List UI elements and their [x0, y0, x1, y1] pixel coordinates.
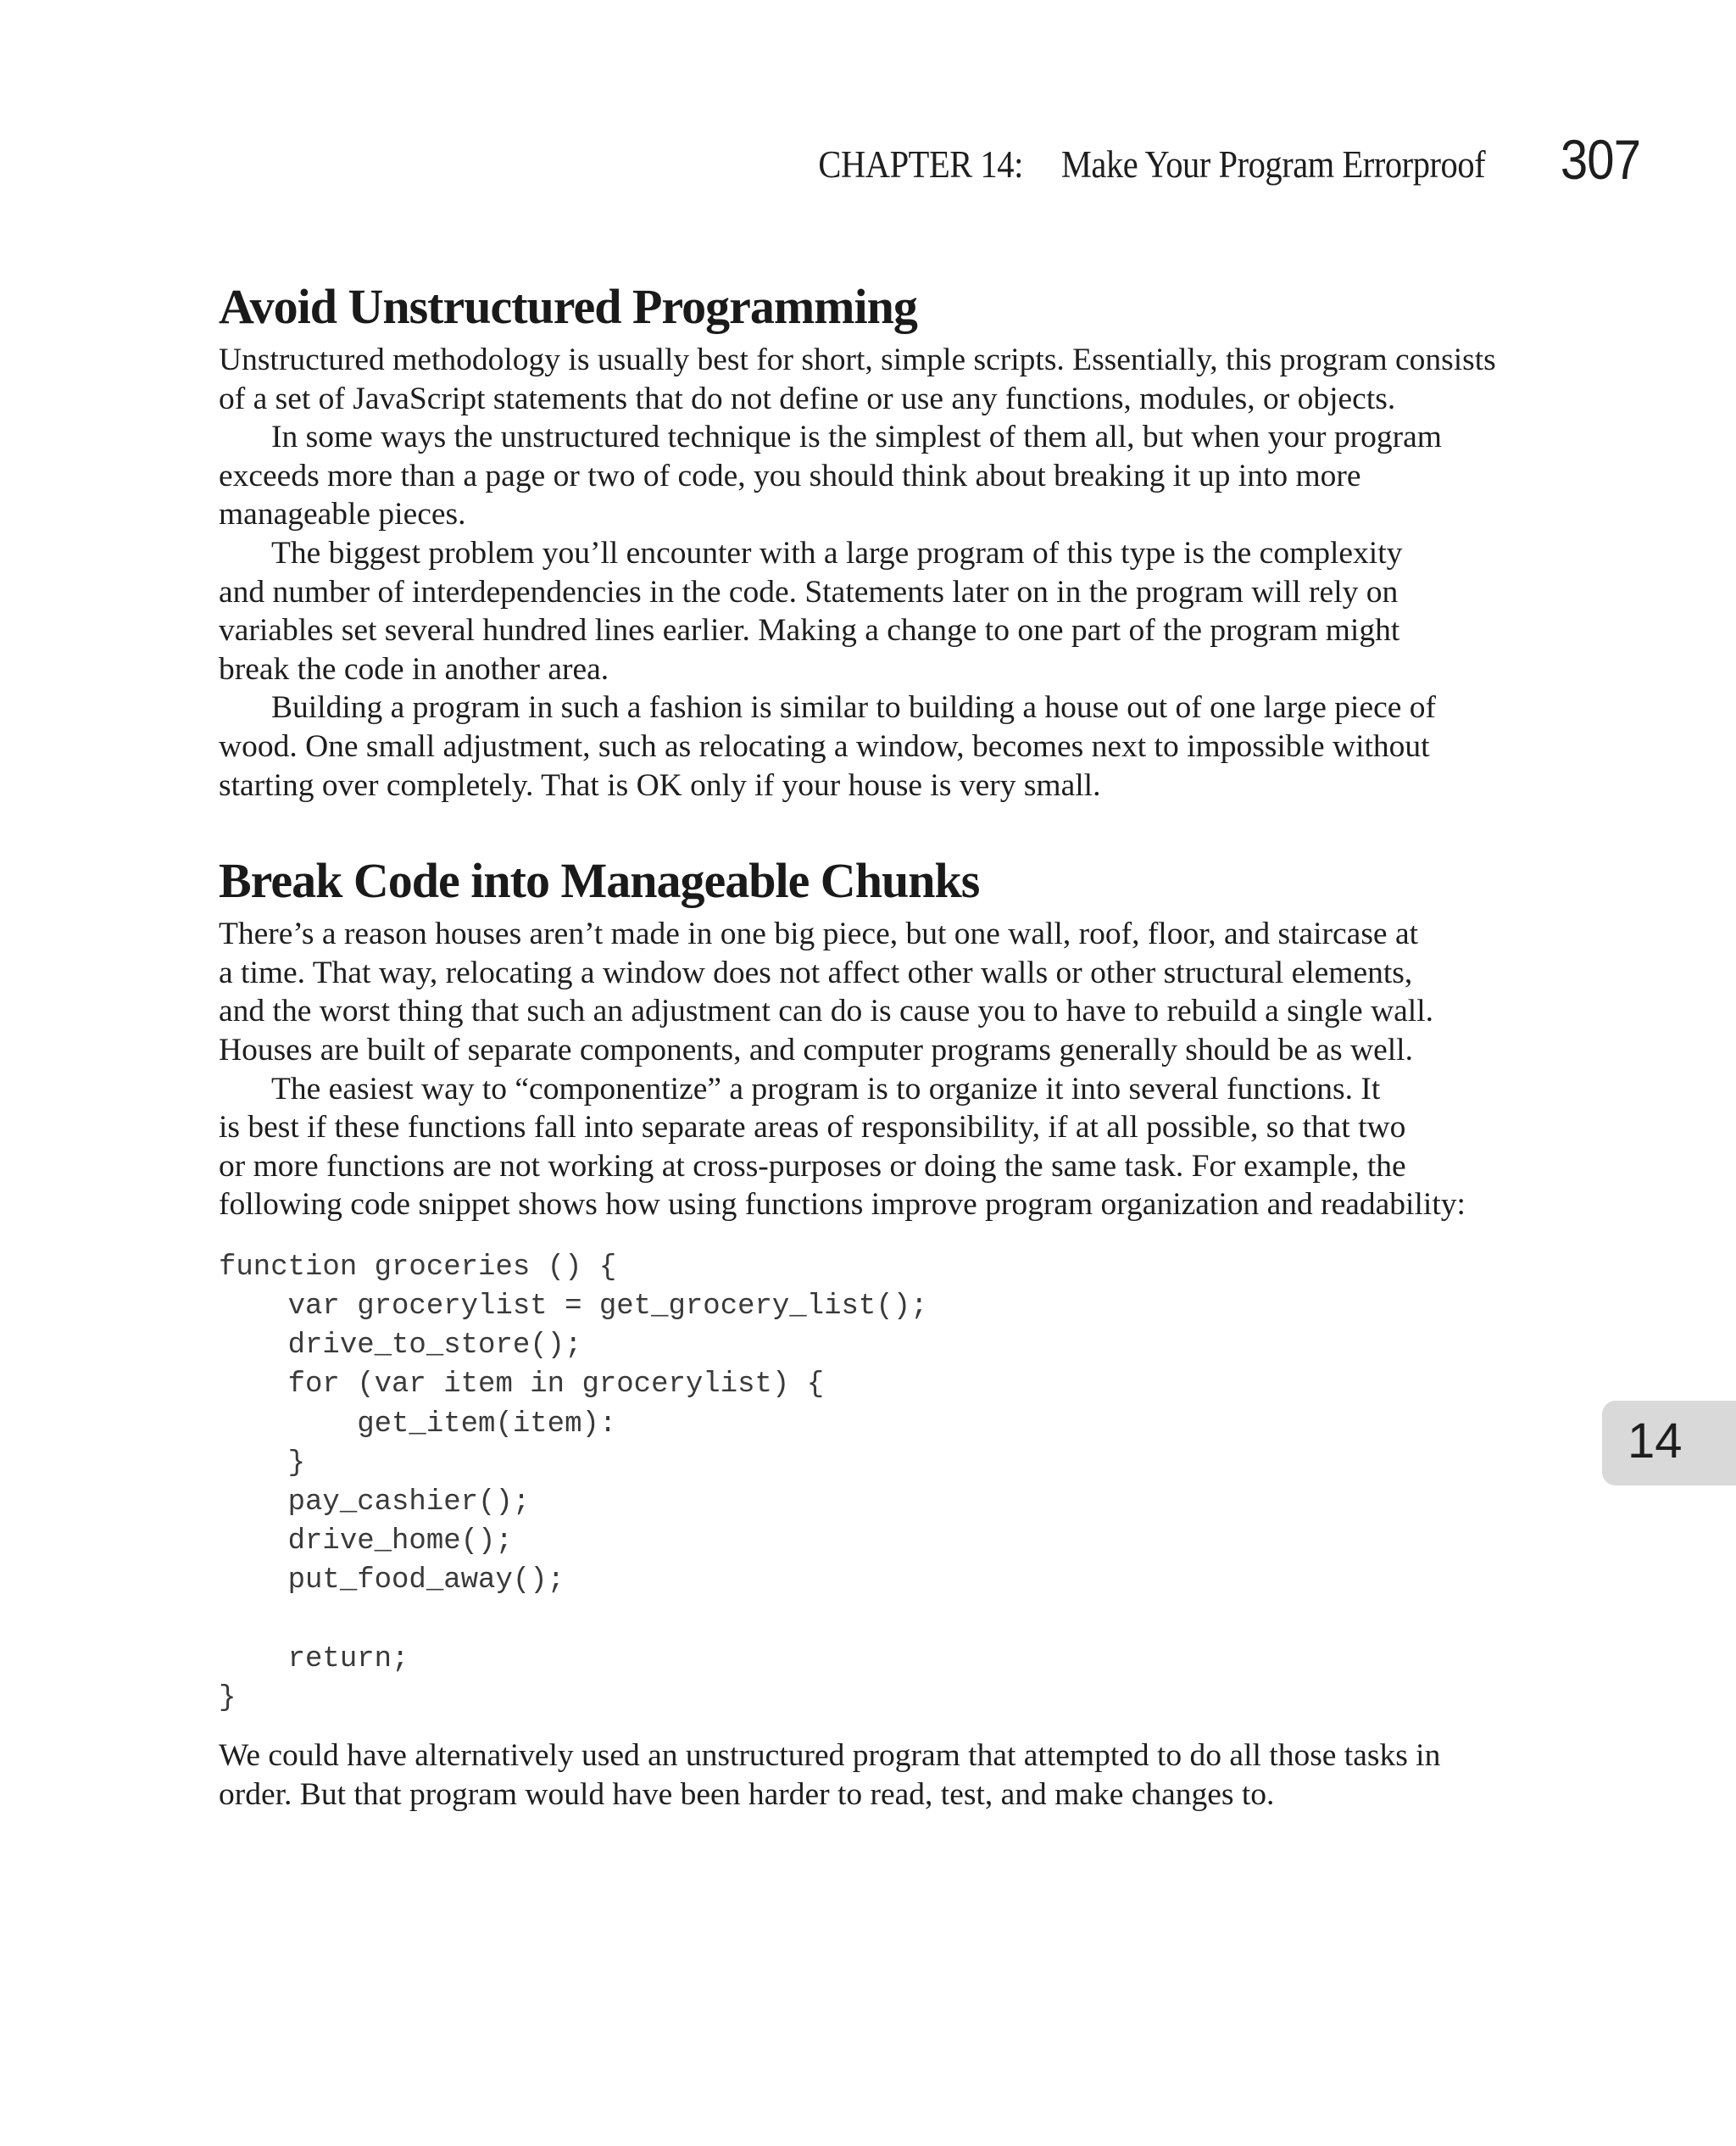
- section-spacer: [219, 805, 1490, 847]
- body-line: We could have alternatively used an unstructured program that attempted to do all those tasks in: [219, 1738, 1441, 1774]
- body-line: is best if these functions fall into separate areas of responsibility, if at all possible, so that two: [219, 1110, 1406, 1145]
- code-line: }: [219, 1681, 236, 1714]
- section-heading: Avoid Unstructured Programming: [219, 279, 917, 334]
- code-line: for (var item in grocerylist) {: [219, 1368, 825, 1402]
- body-line: and the worst thing that such an adjustment can do is cause you to have to rebuild a single wall.: [219, 994, 1434, 1029]
- body-line: break the code in another area.: [219, 651, 609, 687]
- code-line: drive_to_store();: [219, 1329, 582, 1363]
- section-heading: Break Code into Manageable Chunks: [219, 853, 980, 909]
- page-header: [0, 127, 1736, 195]
- body-line: There’s a reason houses aren’t made in one big piece, but one wall, roof, floor, and staircase at: [219, 917, 1419, 952]
- body-line: manageable pieces.: [219, 497, 466, 532]
- chapter-tab-number: 14: [1628, 1413, 1683, 1469]
- body-line: of a set of JavaScript statements that do not define or use any functions, modules, or objects.: [219, 381, 1396, 416]
- code-line: get_item(item):: [219, 1407, 617, 1441]
- body-line: and number of interdependencies in the code. Statements later on in the program will rely on: [219, 574, 1399, 610]
- body-line: The easiest way to “componentize” a program is to organize it into several functions. It: [271, 1071, 1381, 1106]
- code-line: function groceries () {: [219, 1251, 617, 1284]
- body-line: exceeds more than a page or two of code, you should think about breaking it up into more: [219, 458, 1361, 493]
- code-line: pay_cashier();: [219, 1486, 531, 1519]
- code-line: }: [219, 1446, 306, 1480]
- body-line: order. But that program would have been harder to read, test, and make changes to.: [219, 1776, 1275, 1812]
- chapter-title: Make Your Program Errorproof: [1060, 143, 1485, 186]
- code-line: var grocerylist = get_grocery_list();: [219, 1290, 928, 1324]
- body-line: wood. One small adjustment, such as relocating a window, becomes next to impossible without: [219, 728, 1430, 764]
- body-line: a time. That way, relocating a window does not affect other walls or other structural elements,: [219, 955, 1413, 990]
- code-line: put_food_away();: [219, 1564, 565, 1597]
- code-line: return;: [219, 1642, 409, 1675]
- chapter-label: CHAPTER 14:: [818, 143, 1023, 186]
- body-line: Houses are built of separate components, and computer programs generally should be as well.: [219, 1032, 1413, 1067]
- running-head: [818, 142, 1485, 187]
- body-line: In some ways the unstructured technique is the simplest of them all, but when your program: [271, 420, 1442, 455]
- code-line: drive_home();: [219, 1525, 513, 1558]
- page-number: 307: [1560, 128, 1640, 191]
- body-line: starting over completely. That is OK only if your house is very small.: [219, 767, 1101, 803]
- body-line: The biggest problem you’ll encounter with a large program of this type is the complexity: [271, 535, 1403, 571]
- body-line: following code snippet shows how using functions improve program organization and readability:: [219, 1187, 1466, 1223]
- chapter-thumb-tab: [1602, 1401, 1736, 1485]
- body-line: Building a program in such a fashion is similar to building a house out of one large piece of: [271, 690, 1437, 726]
- code-listing: [219, 1248, 1490, 1718]
- body-line: Unstructured methodology is usually best for short, simple scripts. Essentially, this program consists: [219, 343, 1496, 377]
- body-line: or more functions are not working at cross-purposes or doing the same task. For example, the: [219, 1148, 1406, 1184]
- page-body: [219, 273, 1496, 1814]
- code-line: [219, 1601, 1490, 1640]
- body-line: variables set several hundred lines earlier. Making a change to one part of the program might: [219, 613, 1400, 649]
